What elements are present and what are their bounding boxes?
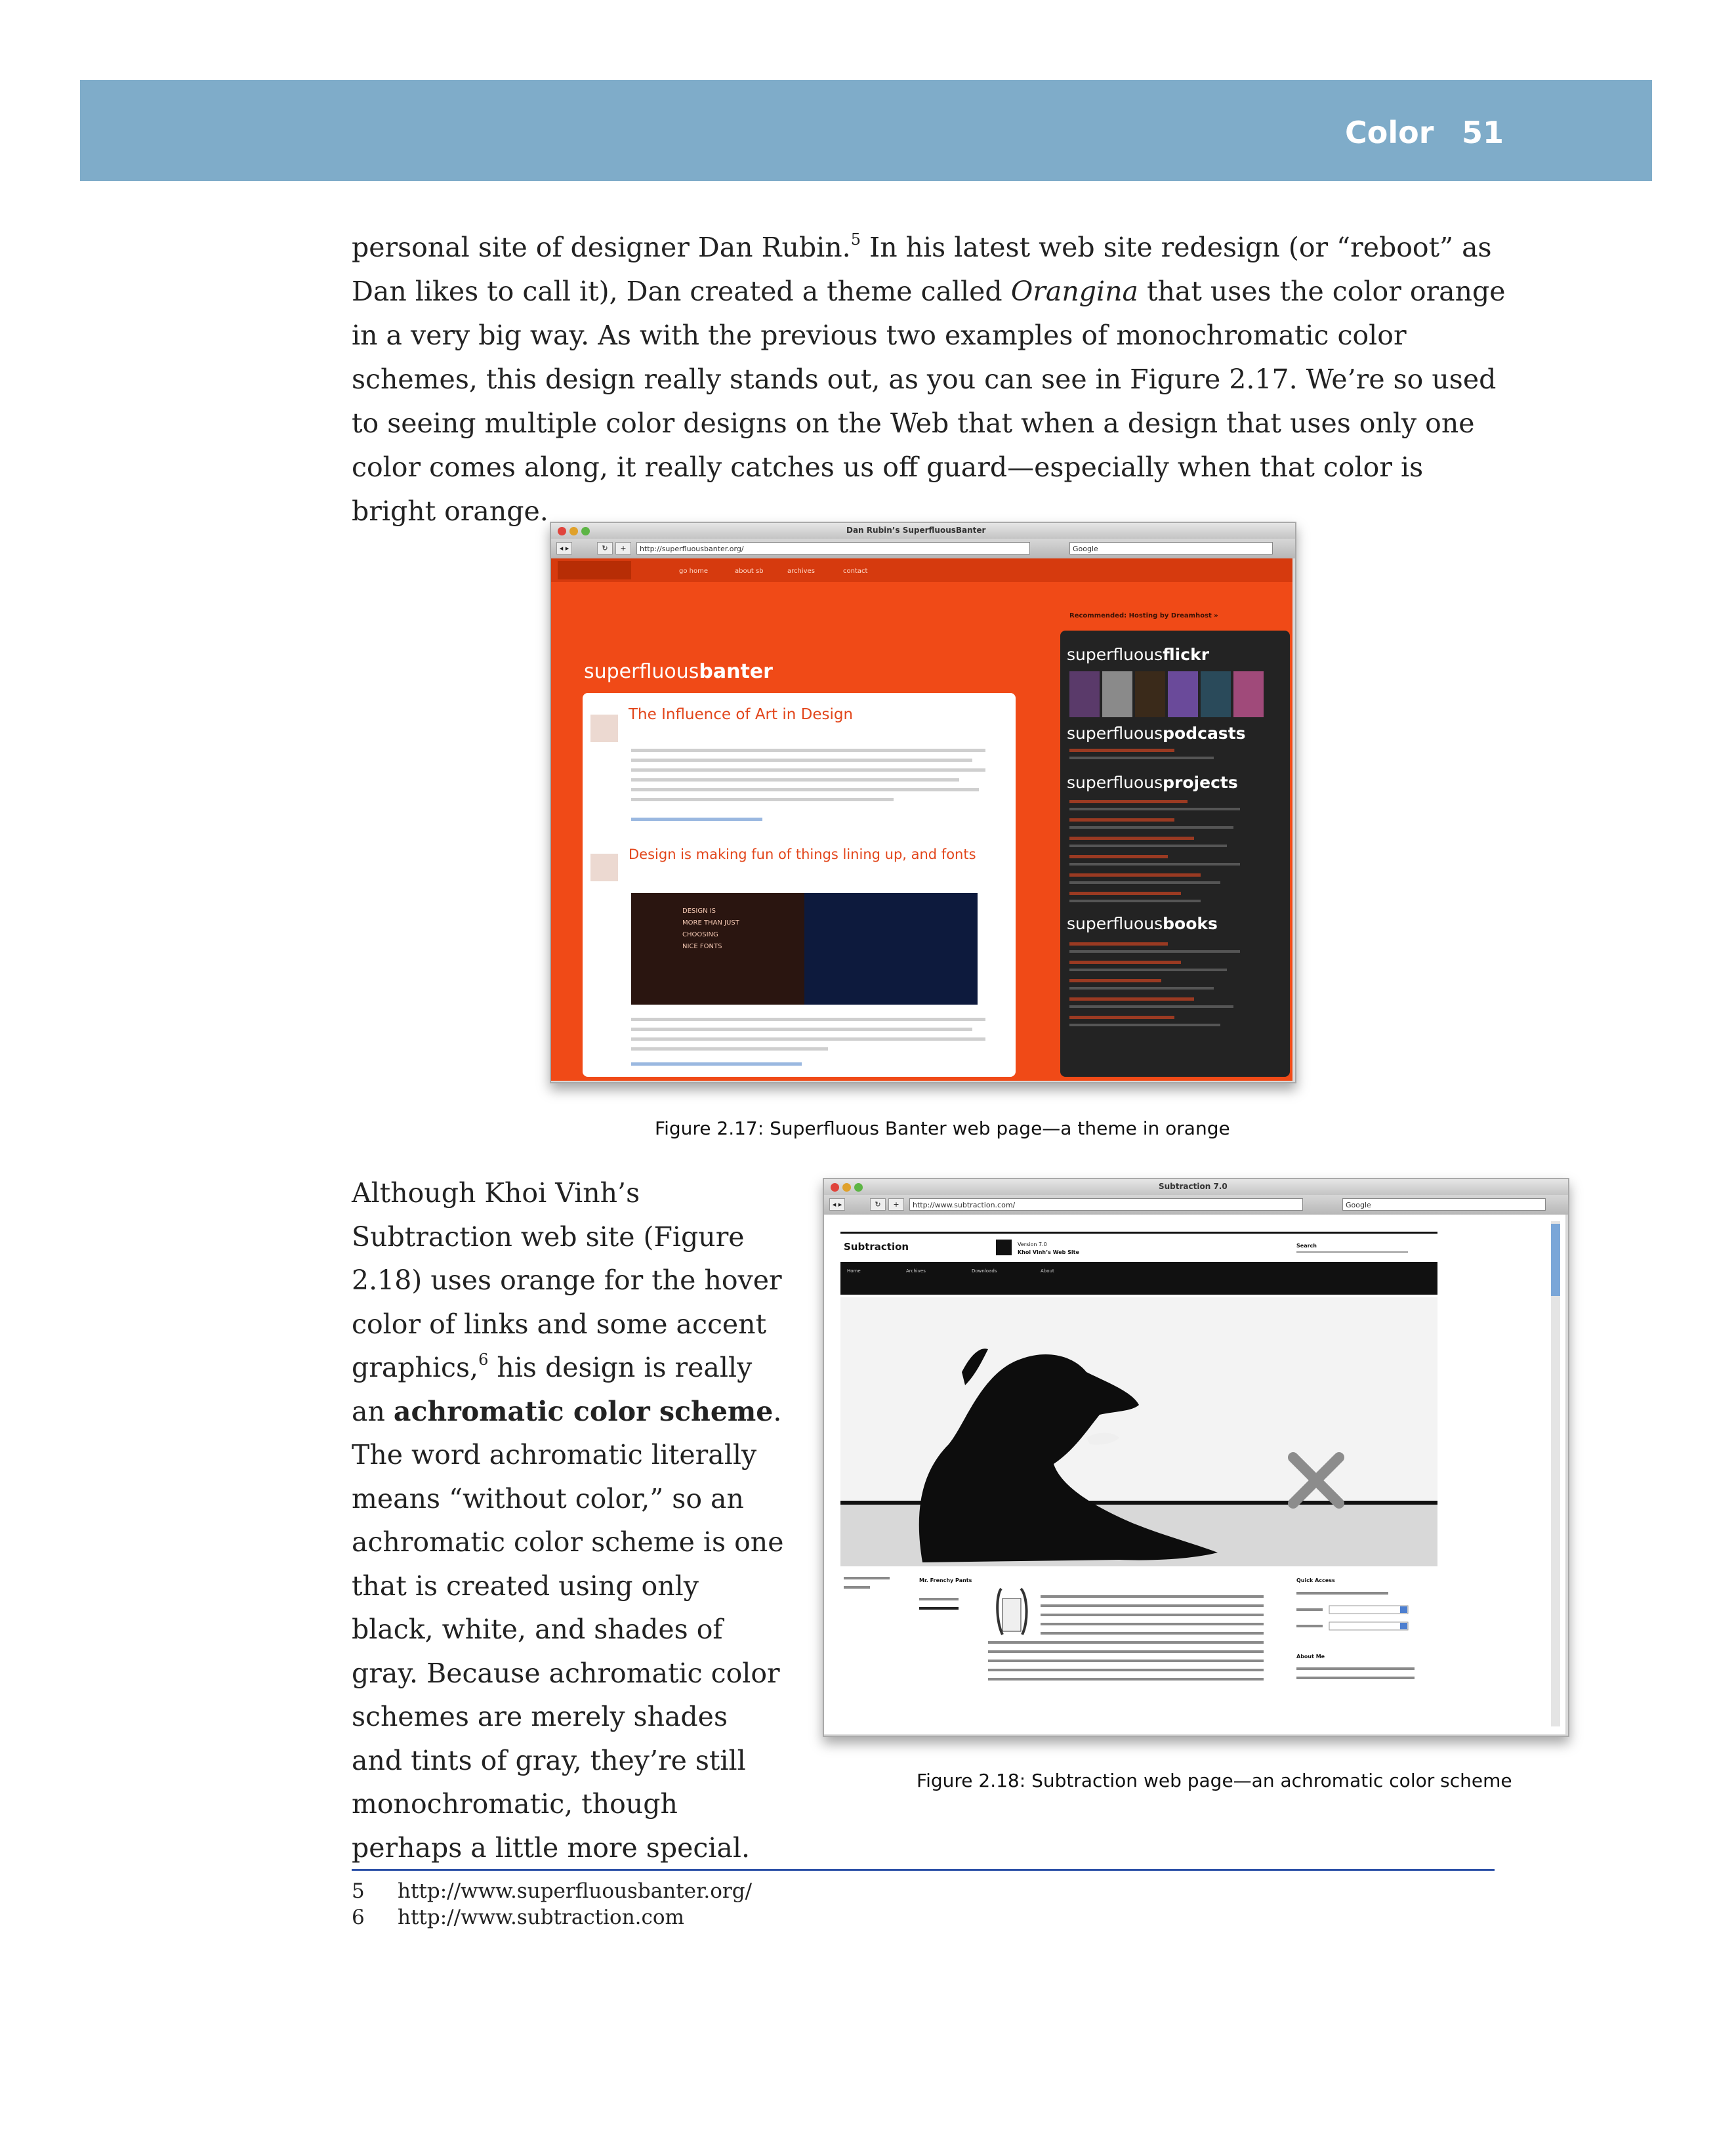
svg-text:archives: archives	[787, 568, 815, 575]
svg-text:NICE FONTS: NICE FONTS	[682, 943, 722, 950]
svg-text:Mr. Frenchy Pants: Mr. Frenchy Pants	[919, 1577, 972, 1583]
running-header-section: Color	[1345, 115, 1434, 150]
subtraction-page	[824, 1215, 1565, 1734]
svg-text:superfluousprojects: superfluousprojects	[1067, 773, 1238, 792]
svg-text:DESIGN IS: DESIGN IS	[682, 908, 716, 915]
svg-text:Quick Access: Quick Access	[1296, 1577, 1335, 1583]
svg-text:Khoi Vinh’s Web Site: Khoi Vinh’s Web Site	[1018, 1249, 1079, 1255]
figure-2-18-caption: Figure 2.18: Subtraction web page—an achromatic color scheme	[917, 1770, 1512, 1791]
bold-achromatic-color-scheme: achromatic color scheme	[393, 1395, 774, 1427]
footnote-6: 6 http://www.subtraction.com	[352, 1906, 684, 1929]
svg-text:Design is making fun of things: Design is making fun of things lining up, and fonts	[629, 846, 976, 862]
page-number: 51	[1462, 115, 1504, 150]
svg-text:Archives: Archives	[906, 1268, 926, 1274]
svg-text:Home: Home	[847, 1268, 861, 1274]
footnote-5: 5 http://www.superfluousbanter.org/	[352, 1879, 753, 1903]
svg-text:Recommended: Hosting by Dreamh: Recommended: Hosting by Dreamhost »	[1069, 612, 1218, 619]
footnote-ref-5: 5	[850, 230, 861, 249]
footnote-ref-6: 6	[478, 1350, 489, 1369]
footnote-5-url: http://www.superfluousbanter.org/	[398, 1879, 753, 1903]
italic-orangina: Orangina	[1010, 276, 1138, 307]
footnote-6-url: http://www.subtraction.com	[398, 1906, 684, 1929]
svg-text:The Influence of Art in Design: The Influence of Art in Design	[629, 706, 854, 723]
footnote-rule	[352, 1869, 1495, 1871]
svg-text:superfluousbanter: superfluousbanter	[584, 660, 773, 683]
figure-2-17-screenshot: Dan Rubin’s SuperfluousBanter ◂ ▸ ↻ + http://superfluousbanter.org/ Google go home about sb archives contact superfluousbanter Recommended: Hosting by Dreamhost » The Influence of Art in Design Design is making fun of things lining up, and fonts DESIGN IS MORE THAN JUST CHOOSING NICE FONTS superfluousflickr superfluouspodcasts superfluousprojects superfluousbooks	[550, 522, 1296, 1083]
svg-text:Downloads: Downloads	[972, 1268, 997, 1274]
svg-text:MORE THAN JUST: MORE THAN JUST	[682, 919, 739, 927]
superfluous-banter-page	[551, 558, 1292, 1081]
svg-text:superfluousbooks: superfluousbooks	[1067, 914, 1218, 933]
svg-text:About: About	[1041, 1268, 1054, 1274]
svg-text:about sb: about sb	[735, 568, 764, 575]
svg-text:Search: Search	[1296, 1243, 1317, 1249]
figure-2-18-screenshot: Subtraction 7.0 ◂ ▸ ↻ + http://www.subtraction.com/ Google Subtraction Version 7.0 Khoi Vinh’s Web Site Search Home Archives Downloads About Mr. Frenchy Pants Quick Access About Me	[823, 1178, 1569, 1737]
svg-text:Subtraction: Subtraction	[844, 1241, 909, 1253]
svg-text:superfluouspodcasts: superfluouspodcasts	[1067, 724, 1246, 743]
figure-2-17-caption: Figure 2.17: Superfluous Banter web page—a theme in orange	[655, 1117, 1230, 1139]
body-paragraph-1: personal site of designer Dan Rubin.$^5$ In his latest web site redesign (or “reboot” as Dan likes to call it), Dan created a theme called Orangina that uses the color orange in a very big way. As with the previous two examples of monochromatic color schemes, this design really stands out, as you can see in Figure 2.17. We’re so used to seeing multiple color designs on the Web that when a design that uses only one color comes along, it really catches us off guard—especially when that color is bright orange.	[352, 230, 1506, 527]
svg-text:superfluousflickr: superfluousflickr	[1067, 645, 1210, 664]
svg-text:go home: go home	[679, 568, 708, 575]
svg-text:contact: contact	[843, 568, 868, 575]
svg-text:Version 7.0: Version 7.0	[1018, 1242, 1047, 1247]
svg-text:CHOOSING: CHOOSING	[682, 931, 718, 938]
svg-text:About Me: About Me	[1296, 1654, 1325, 1660]
body-paragraph-2: Although Khoi Vinh’s Subtraction web site (Figure 2.18) uses orange for the hover color of links and some accent graphics,$^6$ his design is really an achromatic color scheme. The word achromatic literally means “without color,” so an achromatic color scheme is one that is created using only black, white, and shades of gray. Because achromatic color schemes are merely shades and tints of gray, they’re still monochromatic, though perhaps a little more special.	[352, 1177, 784, 1864]
